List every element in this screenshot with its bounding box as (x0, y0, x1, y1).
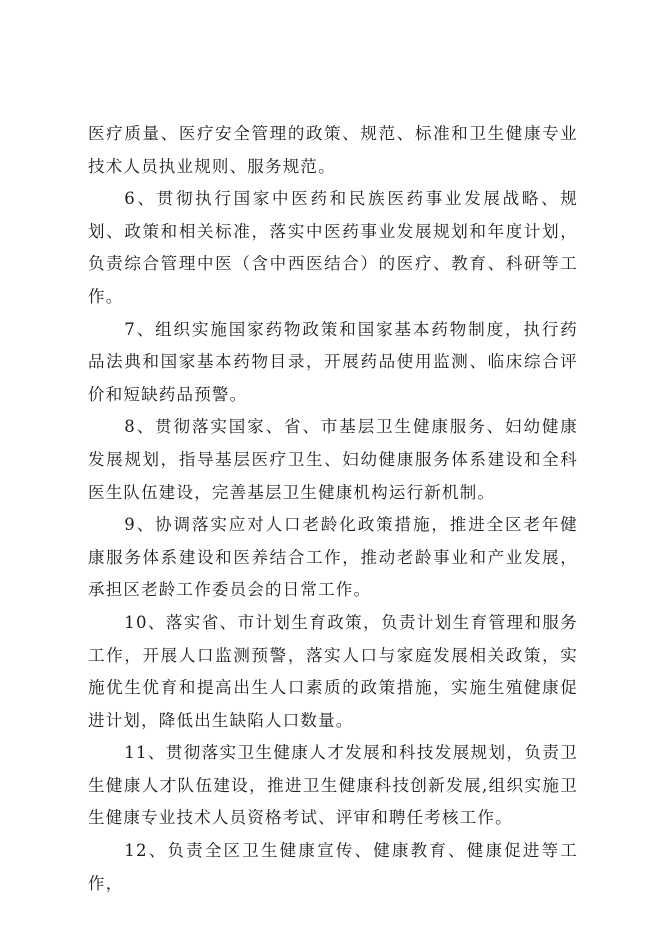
paragraph-item-12: 12、负责全区卫生健康宣传、健康教育、健康促进等工作， (88, 841, 578, 893)
paragraph-continuation: 医疗质量、医疗安全管理的政策、规范、标准和卫生健康专业技术人员执业规则、服务规范。 (88, 124, 578, 176)
paragraph-item-7: 7、组织实施国家药物政策和国家基本药物制度，执行药品法典和国家基本药物目录，开展药品使用监测、临床综合评价和短缺药品预警。 (88, 319, 578, 404)
paragraph-item-8: 8、贯彻落实国家、省、市基层卫生健康服务、妇幼健康发展规划，指导基层医疗卫生、妇幼健康服务体系建设和全科医生队伍建设，完善基层卫生健康机构运行新机制。 (88, 417, 578, 502)
paragraph-item-6: 6、贯彻执行国家中医药和民族医药事业发展战略、规划、政策和相关标准，落实中医药事业发展规划和年度计划，负责综合管理中医（含中西医结合）的医疗、教育、科研等工作。 (88, 189, 578, 306)
paragraph-item-10: 10、落实省、市计划生育政策，负责计划生育管理和服务工作，开展人口监测预警，落实人口与家庭发展相关政策，实施优生优育和提高出生人口素质的政策措施，实施生殖健康促进计划，降低出生缺陷人口数量。 (88, 612, 578, 730)
paragraph-item-11: 11、贯彻落实卫生健康人才发展和科技发展规划，负责卫生健康人才队伍建设，推进卫生健康科技创新发展,组织实施卫生健康专业技术人员资格考试、评审和聘任考核工作。 (88, 743, 578, 828)
paragraph-item-9: 9、协调落实应对人口老龄化政策措施，推进全区老年健康服务体系建设和医养结合工作，推动老龄事业和产业发展，承担区老龄工作委员会的日常工作。 (88, 515, 578, 600)
document-body (88, 118, 578, 900)
